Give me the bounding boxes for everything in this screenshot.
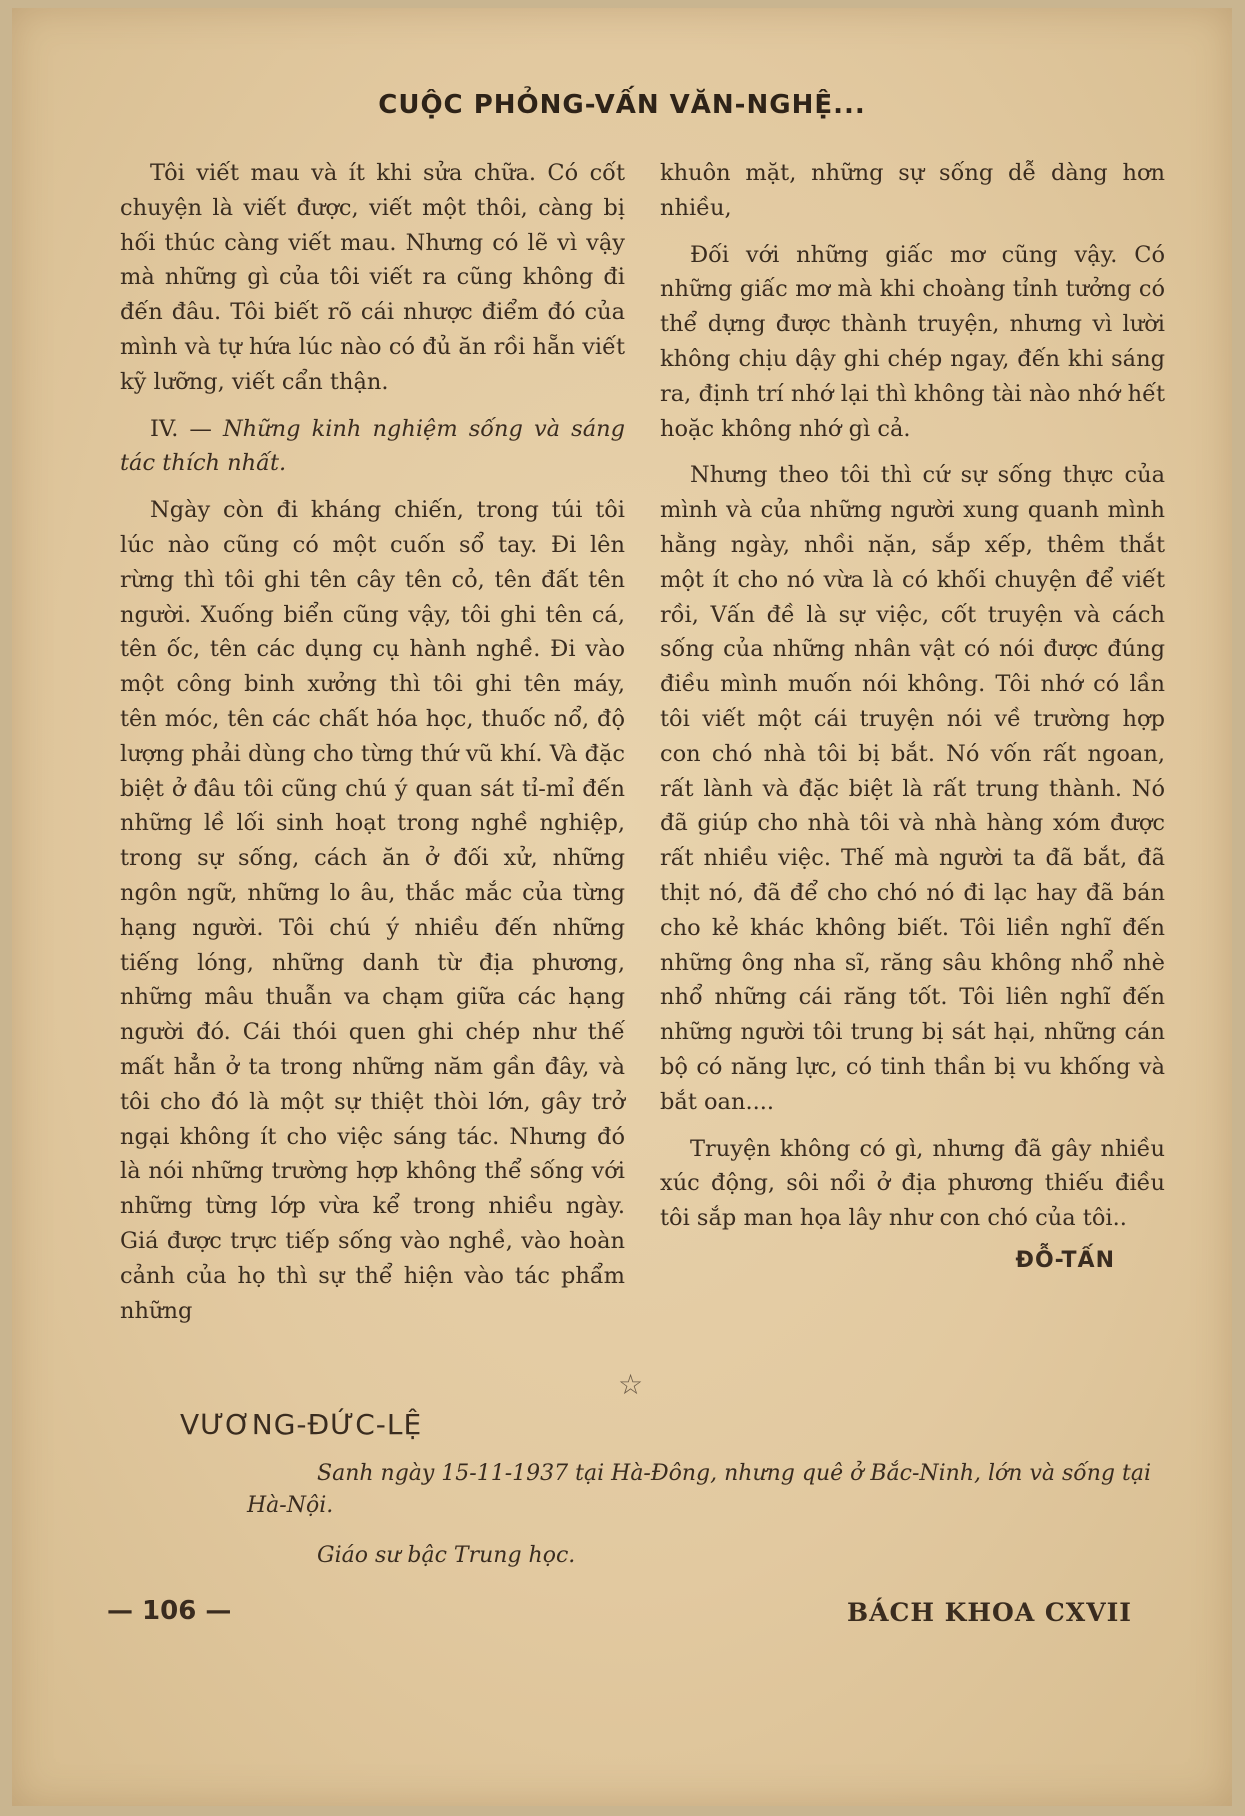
page-number: — 106 —: [107, 1596, 232, 1626]
paragraph: Nhưng theo tôi thì cứ sự sống thực của mình và của những người xung quanh mình hằng ngày, nhồi nặn, sắp xếp, thêm thắt một ít cho nó vừa là có khối chuyện để viết rồi, Vấn đề là sự việc, cốt truyện và cách sống của những nhân vật có nói được đúng điều mình muốn nói không. Tôi nhớ có lần tôi viết một cái truyện nói về trường hợp con chó nhà tôi bị bắt. Nó vốn rất ngoan, rất lành và đặc biệt là rất trung thành. Nó đã giúp cho nhà tôi và nhà hàng xóm được rất nhiều việc. Thế mà người ta đã bắt, đã thịt nó, đã để cho chó nó đi lạc hay đã bán cho kẻ khác không biết. Tôi liền nghĩ đến những ông nha sĩ, răng sâu không nhổ nhè nhổ những cái răng tốt. Tôi liên nghĩ đến những người tôi trung bị sát hại, những cán bộ có năng lực, có tinh thần bị vu khống và bắt oan....: [660, 462, 1165, 1115]
paragraph: khuôn mặt, những sự sống dễ dàng hơn nhiều,: [660, 160, 1165, 221]
author-signature: ĐỖ-TẤN: [1015, 1247, 1115, 1273]
section-title: Những kinh nghiệm sống và sáng tác thích nhất.: [120, 415, 625, 477]
running-head: CUỘC PHỎNG-VẤN VĂN-NGHỆ...: [378, 90, 866, 120]
left-column: [120, 156, 625, 1328]
bio-occupation: Giáo sư bậc Trung học.: [317, 1543, 576, 1568]
profile-bio: [247, 1458, 1167, 1572]
star-separator-icon: ☆: [618, 1368, 644, 1401]
profile-name: VƯƠNG-ĐỨC-LỆ: [180, 1408, 423, 1441]
section-number: IV. —: [150, 415, 212, 442]
bio-birth: Sanh ngày 15-11-1937 tại Hà-Đông, nhưng quê ở Bắc-Ninh, lớn và sống tại Hà-Nội.: [247, 1461, 1151, 1518]
journal-title: BÁCH KHOA CXVII: [846, 1598, 1132, 1627]
right-column: [660, 156, 1165, 1279]
paragraph: Đối với những giấc mơ cũng vậy. Có những giấc mơ mà khi choàng tỉnh tưởng có thể dựng được thành truyện, nhưng vì lười không chịu dậy ghi chép ngay, đến khi sáng ra, định trí nhớ lại thì không tài nào nhớ hết hoặc không nhớ gì cả.: [660, 241, 1165, 442]
paragraph: Truyện không có gì, nhưng đã gây nhiều xúc động, sôi nổi ở địa phương thiếu điều tôi sắp man họa lây như con chó của tôi..: [660, 1135, 1165, 1232]
paragraph: Ngày còn đi kháng chiến, trong túi tôi lúc nào cũng có một cuốn sổ tay. Đi lên rừng thì tôi ghi tên cây tên cỏ, tên đất tên người. Xuống biển cũng vậy, tôi ghi tên cá, tên ốc, tên các dụng cụ hành nghề. Đi vào một công binh xưởng thì tôi ghi tên máy, tên móc, tên các chất hóa học, thuốc nổ, độ lượng phải dùng cho từng thứ vũ khí. Và đặc biệt ở đâu tôi cũng chú ý quan sát tỉ-mỉ đến những lề lối sinh hoạt trong nghề nghiệp, trong sự sống, cách ăn ở đối xử, những ngôn ngữ, những lo âu, thắc mắc của từng hạng người. Tôi chú ý nhiều đến những tiếng lóng, những danh từ địa phương, những mâu thuẫn va chạm giữa các hạng người đó. Cái thói quen ghi chép như thế mất hẳn ở ta trong những năm gần đây, và tôi cho đó là một sự thiệt thòi lớn, gây trở ngại không ít cho việc sáng tác. Nhưng đó là nói những trường hợp không thể sống với những từng lớp vừa kể trong nhiều ngày. Giá được trực tiếp sống vào nghề, vào hoàn cảnh của họ thì sự thể hiện vào tác phẩm những: [120, 497, 625, 1324]
section-heading: [120, 412, 625, 482]
magazine-page: [12, 8, 1232, 1806]
paragraph: Tôi viết mau và ít khi sửa chữa. Có cốt chuyện là viết được, viết một thôi, càng bị hối thúc càng viết mau. Nhưng có lẽ vì vậy mà những gì của tôi viết ra cũng không đi đến đâu. Tôi biết rõ cái nhược điểm đó của mình và tự hứa lúc nào có đủ ăn rồi hẵn viết kỹ lưỡng, viết cẩn thận.: [120, 160, 625, 395]
